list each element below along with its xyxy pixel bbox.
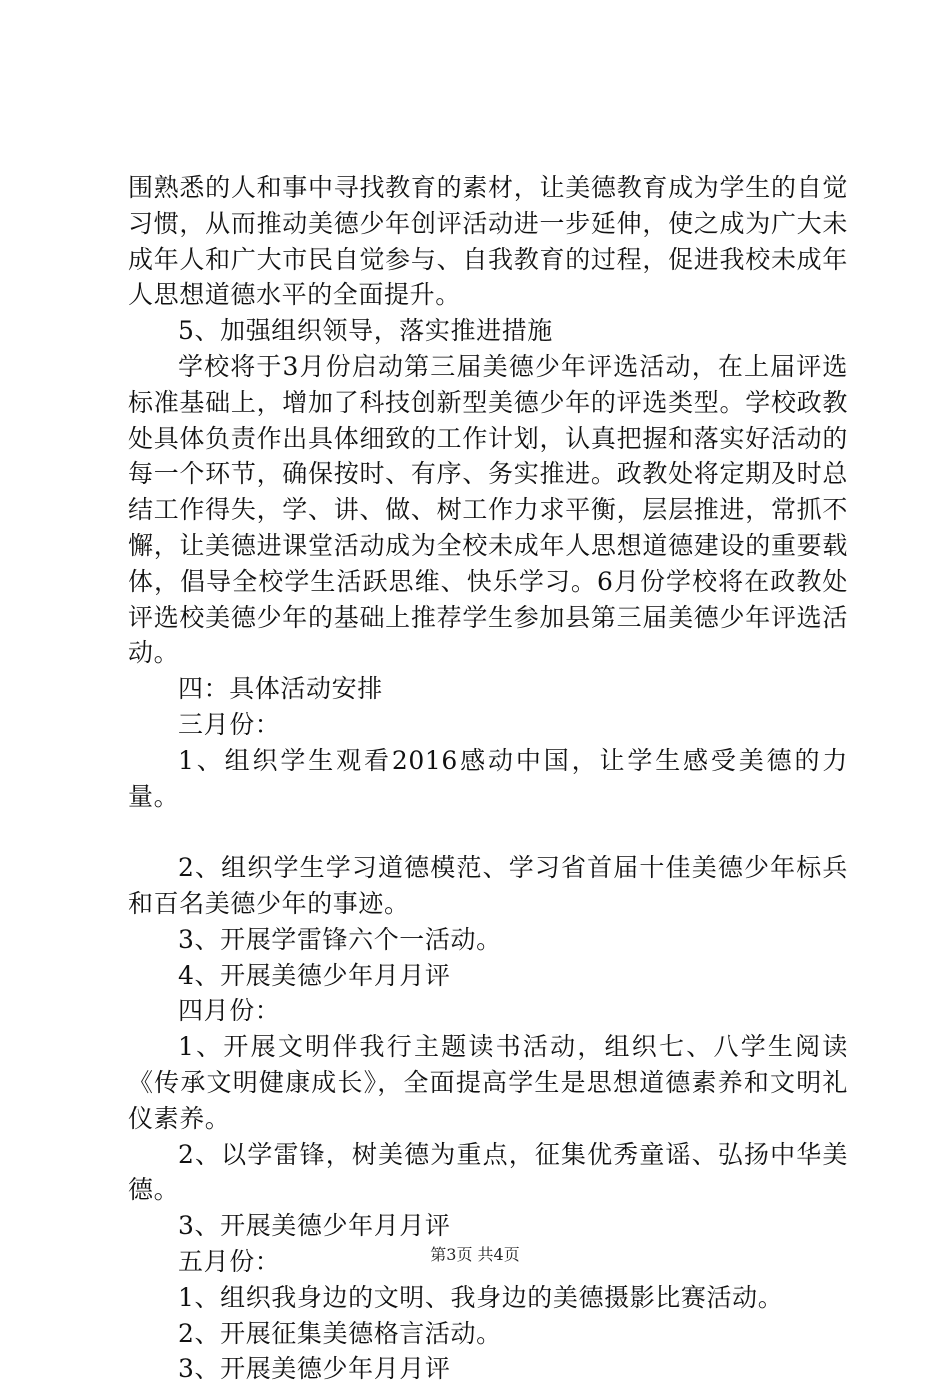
month-heading-may: 五月份： — [178, 1246, 281, 1276]
list-item-april-1: 1、开展文明伴我行主题读书活动，组织七、八学生阅读《传承文明健康成长》，全面提高学生是思想道德素养和文明礼仪素养。 — [128, 1032, 848, 1133]
paragraph-intro-continuation: 围熟悉的人和事中寻找教育的素材，让美德教育成为学生的自觉习惯，从而推动美德少年创评活动进一步延伸，使之成为广大未成年人和广大市民自觉参与、自我教育的过程，促进我校未成年人思想道德水平的全面提升。 — [128, 173, 848, 310]
month-heading-april: 四月份： — [178, 996, 281, 1026]
section-heading-4-activities: 四：具体活动安排 — [178, 674, 383, 704]
list-item-march-4: 4、开展美德少年月月评 — [178, 960, 451, 990]
list-item-april-2: 2、以学雷锋，树美德为重点，征集优秀童谣、弘扬中华美德。 — [128, 1139, 848, 1205]
list-item-march-2: 2、组织学生学习道德模范、学习省首届十佳美德少年标兵和百名美德少年的事迹。 — [128, 853, 848, 918]
list-item-march-3: 3、开展学雷锋六个一活动。 — [178, 924, 502, 954]
paragraph-implementation: 学校将于3月份启动第三届美德少年评选活动，在上届评选标准基础上，增加了科技创新型美德少年的评选类型。学校政教处具体负责作出具体细致的工作计划，认真把握和落实好活动的每一个环节，确保按时、有序、务实推进。政教处将定期及时总结工作得失，学、讲、做、树工作力求平衡，层层推进，常抓不懈，让美德进课堂活动成为全校未成年人思想道德建设的重要载体，倡导全校学生活跃思维、快乐学习。6月份学校将在政教处评选校美德少年的基础上推荐学生参加县第三届美德少年评选活动。 — [128, 351, 848, 668]
month-heading-march: 三月份： — [178, 709, 281, 739]
section-heading-5: 5、加强组织领导，落实推进措施 — [178, 316, 553, 346]
list-item-april-3: 3、开展美德少年月月评 — [178, 1211, 451, 1241]
list-item-march-1: 1、组织学生观看2016感动中国，让学生感受美德的力量。 — [128, 745, 848, 811]
page-footer: 第3页 共4页 — [430, 1245, 520, 1264]
list-item-may-3: 3、开展美德少年月月评 — [178, 1354, 451, 1384]
list-item-may-1: 1、组织我身边的文明、我身边的美德摄影比赛活动。 — [178, 1282, 784, 1312]
document-body — [128, 170, 848, 1387]
list-item-may-2: 2、开展征集美德格言活动。 — [178, 1318, 502, 1348]
